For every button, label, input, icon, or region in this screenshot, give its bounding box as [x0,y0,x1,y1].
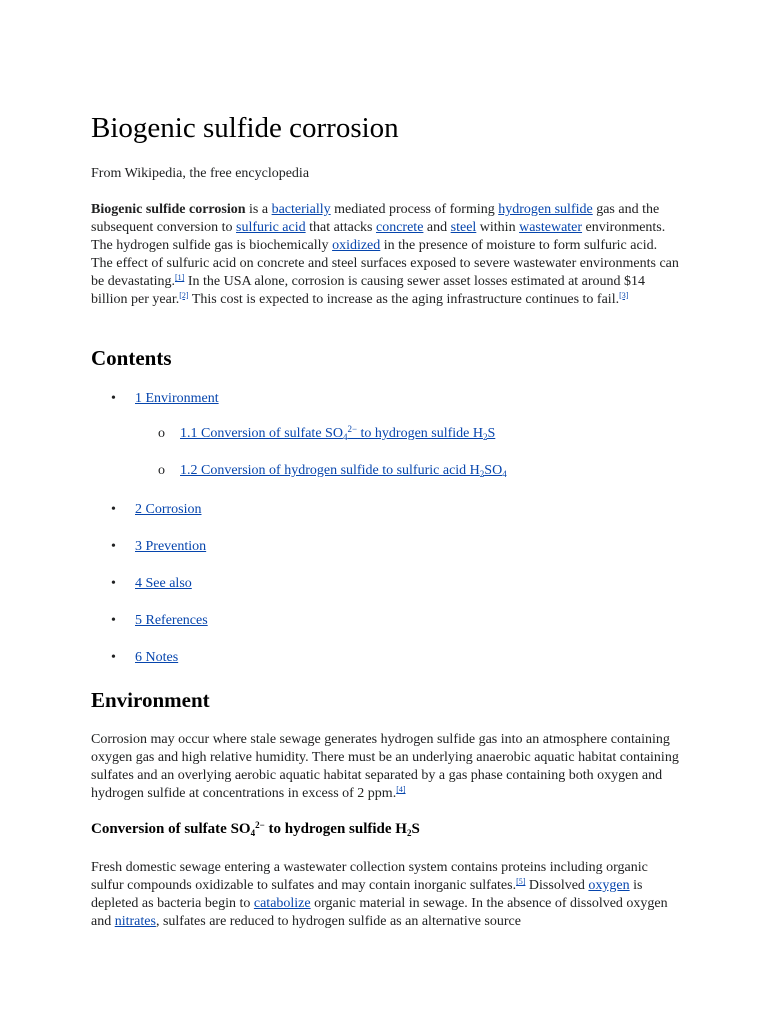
toc-bullet: • [111,650,116,665]
link-hydrogen-sulfide[interactable]: hydrogen sulfide [498,202,593,217]
link-catabolize[interactable]: catabolize [253,895,311,911]
link-bacterially[interactable]: bacterially [271,202,331,217]
toc-item-prevention: 3 Prevention [135,539,207,554]
toc-sub-bullet: o [158,426,165,441]
reference-1-link[interactable]: [1] [174,272,185,282]
reference-3-link[interactable]: [3] [619,290,629,300]
toc-bullet: • [111,502,116,517]
toc-item-sulfate-conversion: 1.1 Conversion of sulfate $SO_4^{2-}$ to hydrogen sulfide $H_2S$ [180,424,496,442]
reference-4-link[interactable]: [4] [396,784,406,794]
link-concrete[interactable]: concrete [376,219,424,235]
intro-paragraph: Biogenic sulfide corrosion is a bacterially mediated process of forming hydrogen sulfide gas and the subsequent conversion to sulfuric acid that attacks concrete and steel within wastewater environments. The hydrogen sulfide gas is biochemically oxidized in the presence of moisture to form sulfuric acid. The effect of sulfuric acid on concrete and steel surfaces exposed to severe wastewater environments can be devastating.[1] In the USA alone, corrosion is causing sewer asset losses estimated at around $14 billion per year.[2] This cost is expected to increase as the aging infrastructure continues to fail.[3] [91,202,679,307]
page-title: Biogenic sulfide corrosion [91,112,399,144]
toc-item-environment: 1 Environment [135,391,219,406]
toc-item-see-also: 4 See also [135,576,192,591]
site-tagline: From Wikipedia, the free encyclopedia [91,166,310,181]
reference-2-link[interactable]: [2] [179,290,189,300]
link-nitrates[interactable]: nitrates [114,913,156,929]
environment-heading: Environment [91,688,210,712]
link-steel[interactable]: steel [450,219,477,235]
toc-bullet: • [111,391,116,406]
toc-bullet: • [111,613,116,628]
link-sulfuric-acid[interactable]: sulfuric acid [236,219,306,235]
toc-bullet: • [111,539,116,554]
toc-item-notes: 6 Notes [135,650,179,665]
contents-heading: Contents [91,346,172,370]
toc-item-references: 5 References [135,613,208,628]
sulfate-conversion-heading: Conversion of sulfate $SO_4^{2-}$ to hydrogen sulfide $H_2S$ [91,820,420,838]
toc-item-corrosion: 2 Corrosion [135,502,202,517]
toc-bullet: • [111,576,116,591]
environment-paragraph: Corrosion may occur where stale sewage generates hydrogen sulfide gas into an atmosphere containing oxygen gas and high relative humidity. There must be an underlying anaerobic aquatic habitat containing sulfates and an overlying aerobic aquatic habitat separated by a gas phase containing both oxygen and hydrogen sulfide at concentrations in excess of 2 ppm.[4] [91,732,679,801]
toc-sub-bullet: o [158,463,165,478]
reference-5-link[interactable]: [5] [516,876,526,886]
link-wastewater[interactable]: wastewater [519,219,583,235]
link-oxidized[interactable]: oxidized [332,237,381,253]
link-oxygen[interactable]: oxygen [588,877,630,893]
sulfate-conversion-paragraph: Fresh domestic sewage entering a wastewater collection system contains proteins including organic sulfur compounds oxidizable to sulfates and may contain inorganic sulfates.[5] Dissolved oxygen is depleted as bacteria begin to catabolize organic material in sewage. In the absence of dissolved oxygen and nitrates, sulfates are reduced to hydrogen sulfide as an alternative source [91,860,668,929]
toc-item-sulfuric-acid-conversion: 1.2 Conversion of hydrogen sulfide to sulfuric acid $H_2SO_4$ [180,463,507,479]
bold-term: Biogenic sulfide corrosion [91,202,246,217]
